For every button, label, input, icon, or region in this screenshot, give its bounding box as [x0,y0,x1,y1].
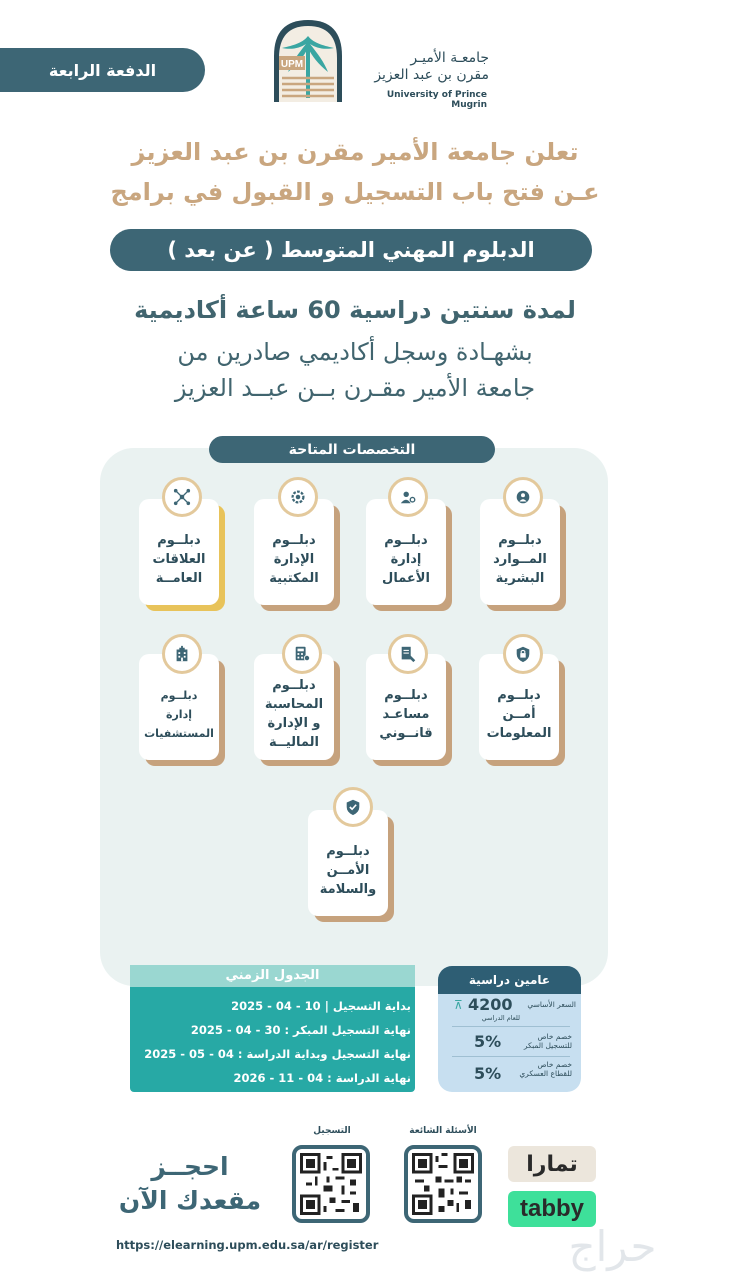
shield-lock-icon [503,634,543,674]
timeline-row: نهاية التسجيل المبكر : 30 - 04 - 2025 [190,1023,411,1037]
office-gear-icon [278,477,318,517]
fee-early-label: خصم خاص للتسجيل المبكر [523,1032,572,1050]
card-label: دبلــوم الأمــن والسلامة [319,843,377,897]
card-label: دبلــوم المــوارد البشرية [493,532,547,586]
announcement-line2: عـن فتح باب التسجيل و القبول في برامج [110,178,600,206]
duration-line1: لمدة سنتين دراسية 60 ساعة أكاديمية [134,296,576,324]
riyal-icon: ⊼ [454,998,463,1012]
faq-qr-code[interactable] [404,1145,482,1223]
fee-base-unit: للعام الدراسي [481,1014,520,1022]
shield-check-icon [333,787,373,827]
calculator-icon [282,634,322,674]
haraj-watermark: حراج [568,1222,657,1271]
fee-military-label: خصم خاص للقطاع العسكري [519,1060,572,1078]
university-name-line1: جامعـة الأميـر [410,50,489,66]
register-qr-code[interactable] [292,1145,370,1223]
register-url[interactable]: https://elearning.upm.edu.sa/ar/register [116,1238,379,1252]
batch-badge: الدفعة الرابعة [0,48,205,92]
fee-early-value: 5% [474,1032,502,1051]
hospital-icon [162,634,202,674]
duration-line3: جامعة الأمير مقـرن بــن عبــد العزيز [174,374,536,402]
cta-line1: احجــز [151,1152,229,1181]
fee-base-value: 4200 [468,995,513,1014]
duration-line2: بشهـادة وسجل أكاديمي صادرين من [177,338,533,366]
card-label: دبلــوم الإدارة المكتبية [269,532,319,586]
fees-title: عامين دراسية [438,966,581,994]
card-label: دبلــوم إدارة المستشفيات [144,688,214,740]
fee-military-value: 5% [474,1064,502,1083]
university-logo [268,16,348,102]
specializations-title: التخصصات المتاحة [209,436,495,463]
faq-label: الأسئلة الشائعة [409,1126,477,1136]
program-title: الدبلوم المهني المتوسط ( عن بعد ) [110,229,592,271]
card-label: دبلــوم مساعـد قانــوني [379,687,433,741]
legal-document-icon [388,634,428,674]
fees-divider [452,1056,570,1057]
university-name-ar [354,50,489,84]
fee-base-label: السعر الأساسي [527,1000,576,1009]
university-name-en: University of Prince Mugrin [386,90,487,110]
card-label: دبلــوم المحاسبة و الإدارة الماليــة [264,678,324,750]
timeline-row: بداية التسجيل | 10 - 04 - 2025 [231,999,411,1013]
logo-abbr: UPM [280,59,304,70]
timeline-row: نهاية الدراسة : 04 - 11 - 2026 [233,1071,411,1085]
book-now-cta[interactable] [110,1150,270,1218]
timeline-title: الجدول الزمني [130,965,415,987]
cta-line2: مقعدك الآن [118,1186,262,1215]
university-name-line2: مقرن بن عبد العزيز [374,67,489,83]
tabby-logo: tabby [508,1191,596,1227]
fees-divider [452,1026,570,1027]
tamara-logo: تمارا [508,1146,596,1182]
card-label: دبلــوم أمــن المعلومات [486,687,552,741]
user-gear-icon [388,477,428,517]
announcement-line1: تعلن جامعة الأمير مقرن بن عبد العزيز [131,138,579,166]
register-label: التسجيل [313,1126,351,1136]
card-label: دبلــوم إدارة الأعمال [382,532,430,586]
people-gear-icon [503,477,543,517]
card-label: دبلــوم العلاقات العامــة [152,532,206,586]
timeline-row: نهاية التسجيل وبداية الدراسة : 04 - 05 - 2025 [144,1047,411,1061]
network-icon [162,477,202,517]
